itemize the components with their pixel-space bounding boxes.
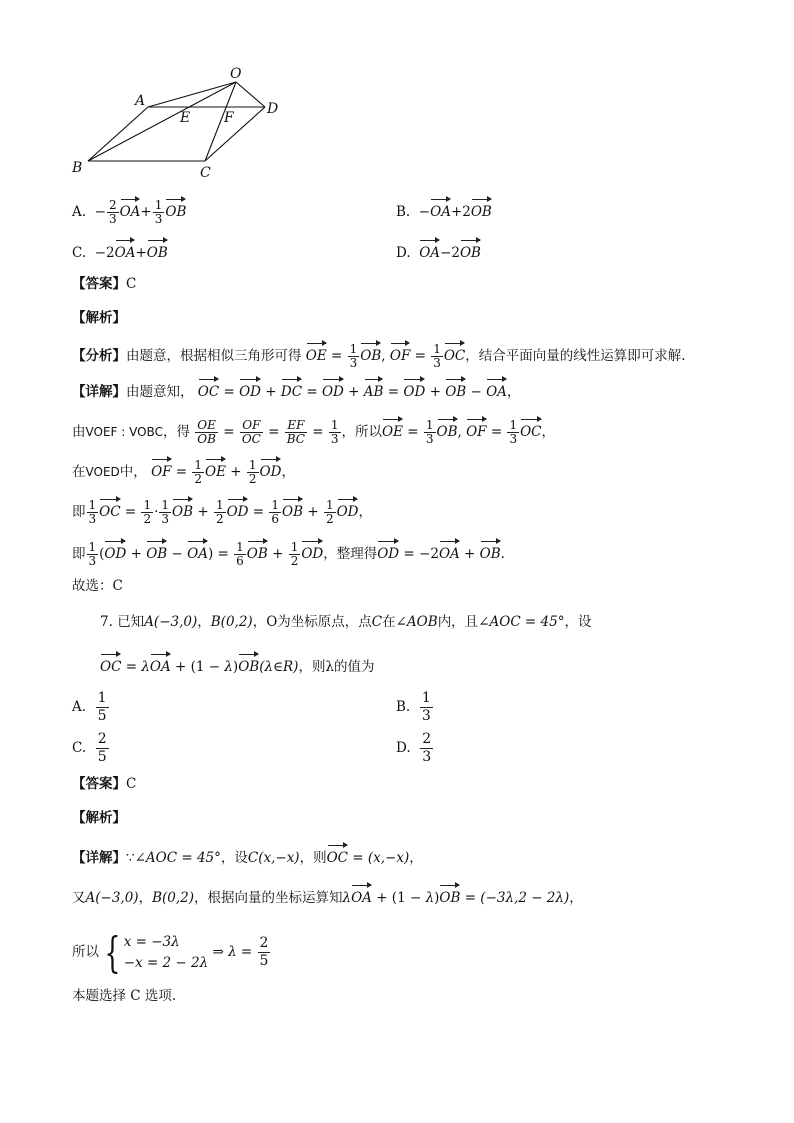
- point-O: O: [230, 66, 242, 82]
- q6-option-d[interactable]: D. OA−2OB: [396, 237, 481, 263]
- q6-conclusion: 故选：C: [72, 578, 123, 594]
- q6-analysis-heading: 【解析】: [72, 310, 126, 326]
- q7-detail-line3: 所以 { x = −3λ −x = 2 − 2λ ⇒ λ = $\frac{2}{5}$: [72, 927, 269, 977]
- point-E: E: [180, 110, 191, 126]
- q6-detail-line3: 在VOED中， OF = $\frac{1}{2}$ OE + $\frac{1}{2}$ OD，: [72, 458, 295, 486]
- q7-answer: 【答案】C: [72, 776, 137, 792]
- q6-detail-line4: 即 $\frac{1}{3}$ OC = $\frac{1}{2}$ · $\frac{1}{3}$ OB + $\frac{1}{2}$ OD = $\frac{1}{6}$ OB + $\frac{1}{2}$ OD，: [72, 498, 372, 526]
- q6-fenxi: 【分析】由题意，根据相似三角形可得 OE = $\frac{1}{3}$ OB, OF = $\frac{1}{3}$ OC，结合平面向量的线性运算即可求解.: [72, 342, 686, 370]
- point-B: B: [72, 160, 83, 176]
- q7-detail-line1: 【详解】∵∠AOC = 45°，设C(x,−x)，则OC = (x,−x)，: [72, 842, 423, 868]
- point-C: C: [200, 165, 211, 181]
- parallelogram-figure: [60, 60, 290, 185]
- q7-detail-line2: 又A(−3,0)，B(0,2)，根据向量的坐标运算知λOA + (1 − λ)OB = (−3λ,2 − 2λ)，: [72, 882, 583, 908]
- point-F: F: [224, 110, 234, 126]
- q7-option-d[interactable]: D. $\frac{2}{3}$: [396, 731, 432, 765]
- q6-detail-line5: 即 $\frac{1}{3}$ (OD + OB − OA) = $\frac{1}{6}$ OB + $\frac{1}{2}$ OD，整理得OD = −2OA + OB.: [72, 540, 505, 568]
- q6-option-c[interactable]: C. −2OA+OB: [72, 237, 168, 263]
- q6-detail-line1: 【详解】由题意知， OC = OD + DC = OD + AB = OD + OB − OA，: [72, 376, 520, 402]
- q7-analysis-heading: 【解析】: [72, 810, 126, 826]
- q7-stem-line2: OC = λOA + (1 − λ)OB(λ∈R)，则λ的值为: [100, 651, 375, 677]
- q7-final: 本题选择 C 选项.: [72, 988, 177, 1004]
- point-A: A: [135, 93, 146, 109]
- q6-answer: 【答案】C: [72, 276, 137, 292]
- q7-option-a[interactable]: A. $\frac{1}{5}$: [72, 690, 107, 724]
- q6-detail-line2: 由VOEF : VOBC，得 $\frac{OE}{OB}$ = $\frac{OF}{OC}$ = $\frac{EF}{BC}$ = $\frac{1}{3}$ ，所以OE = $\frac{1}{3}$ OB, OF = $\frac{1}{3}$ OC，: [72, 418, 555, 446]
- q7-stem-line1: 7. 已知A(−3,0)，B(0,2)，O为坐标原点，点C在∠AOB内，且∠AOC = 45°，设: [100, 614, 592, 630]
- point-D: D: [267, 101, 279, 117]
- q7-option-b[interactable]: B. $\frac{1}{3}$: [396, 690, 431, 724]
- q7-option-c[interactable]: C. $\frac{2}{5}$: [72, 731, 107, 765]
- q6-option-b[interactable]: B. −OA+2OB: [396, 196, 492, 222]
- q6-option-a[interactable]: A. − $\frac{2}{3}$ OA+ $\frac{1}{3}$ OB: [72, 198, 187, 226]
